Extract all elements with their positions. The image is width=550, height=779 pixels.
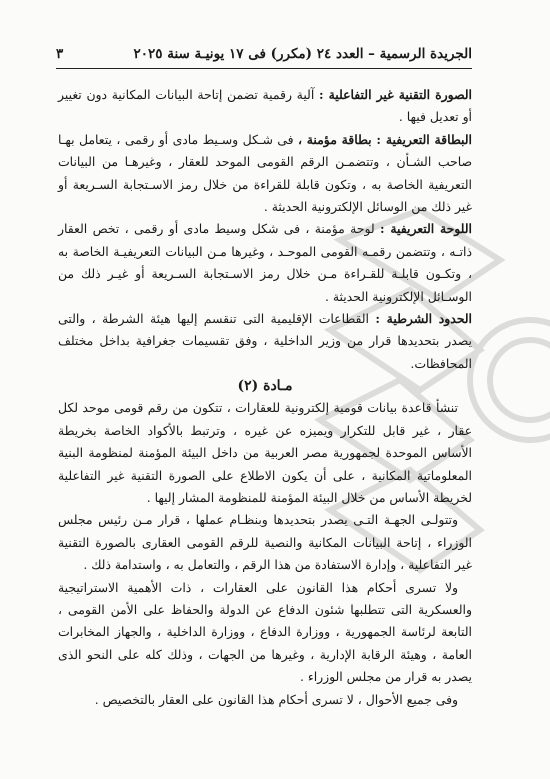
definition-text: القطاعات الإقليمية التى تنقسم إليها هيئة الشرطة ، والتى يصدر بتحديدها قرار من وزير الداخلية ، وفق تقسيمات جغرافية بداخل مختلف المحافظات.	[58, 311, 472, 371]
definition-text: فى شـكل وسـيط مادى أو رقمى ، يتعامل بهـا صاحب الشـأن ، وتتضمـن الرقم القومى الموحد للعقار ، وغيرهـا من البيانات التعريفية الخاصة به ، وتكون قابلة للقراءة من خلال رمز الاسـتجابة السـريعة أو غير ذلك من الوسائل الإلكترونية الحديثة .	[58, 131, 472, 215]
page-header	[56, 36, 472, 62]
article-paragraph: ولا تسرى أحكام هذا القانون على العقارات ، ذات الأهمية الاستراتيجية والعسكرية التى تتطلبها شئون الدفاع عن الدولة والحفاظ على الأمن القومى ، التابعة لرئاسة الجمهورية ، ووزارة الدفاع ، ووزارة الداخلية ، والجهاز المخابرات العامة ، وهيئة الرقابة الإدارية ، وغيرها من الجهات ، وذلك كله على النحو الذى يصدر به قرار من مجلس الوزراء .	[58, 579, 472, 685]
definition-paragraph	[58, 84, 472, 129]
definition-term: اللوحة التعريفية :	[380, 221, 472, 237]
definition-paragraph	[58, 129, 472, 219]
definition-text: آلية رقمية تضمن إتاحة البيانات المكانية دون تغيير أو تعديل فيها .	[58, 87, 472, 125]
definition-term: الحدود الشرطية :	[375, 311, 472, 327]
definition-term: البطاقة التعريفية : بطاقة مؤمنة ،	[297, 131, 472, 147]
article-heading: مـادة (٢)	[237, 378, 293, 395]
page-number: ٣	[56, 46, 64, 62]
definition-paragraph	[58, 308, 472, 375]
article-paragraph: وتتولـى الجهـة التـى يصدر بتحديدها وبنظـام عملها ، قرار مـن رئيس مجلس الوزراء ، إتاحة البيانات المكانية والنصية للرقم القومى العقارى بالصورة التقنية غير التفاعلية ، وإدارة الاستفادة من هذا الرقم ، والتعامل به ، واستدامة ذلك .	[58, 512, 472, 573]
definition-text: لوحة مؤمنة ، فى شكل وسيط مادى أو رقمى ، تخص العقار ذاتـه ، وتتضمن رقمـه القومى الموحـد ، وغيرها مـن البيانات التعريفيـة الخاصة به ، وتكـون قابلـة للقـراءة مـن خلال رمز الاسـتجابة السـريعة أو غيـر ذلك من الوسـائل الإلكترونية الحديثة .	[58, 221, 472, 304]
document-body	[58, 84, 472, 711]
header-divider	[56, 68, 472, 69]
article-paragraph: وفى جميع الأحوال ، لا تسرى أحكام هذا القانون على العقار بالتخصيص .	[94, 691, 458, 707]
definition-term: الصورة التقنية غير التفاعلية :	[318, 87, 472, 102]
definition-paragraph	[58, 218, 472, 308]
article-paragraph: تنشأ قاعدة بيانات قومية إلكترونية للعقارات ، تتكون من رقم قومى موحد لكل عقار ، غير قابل للتكرار ويميزه عن غيره ، وترتبط بالأكواد الخاصة بخريطة الأساس الموحدة لجمهورية مصر العربية من داخل البيئة المؤمنة لمنظومة البنية المعلوماتية المكانية ، على أن يكون الاطلاع على الصورة التقنية غير التفاعلية لخريطة الأساس من خلال البيئة المؤمنة للمنظومة المشار إليها .	[58, 400, 472, 505]
running-title: الجريدة الرسمية – العدد ٢٤ (مكرر) فى ١٧ يونيـة سنة ٢٠٢٥	[133, 46, 472, 62]
